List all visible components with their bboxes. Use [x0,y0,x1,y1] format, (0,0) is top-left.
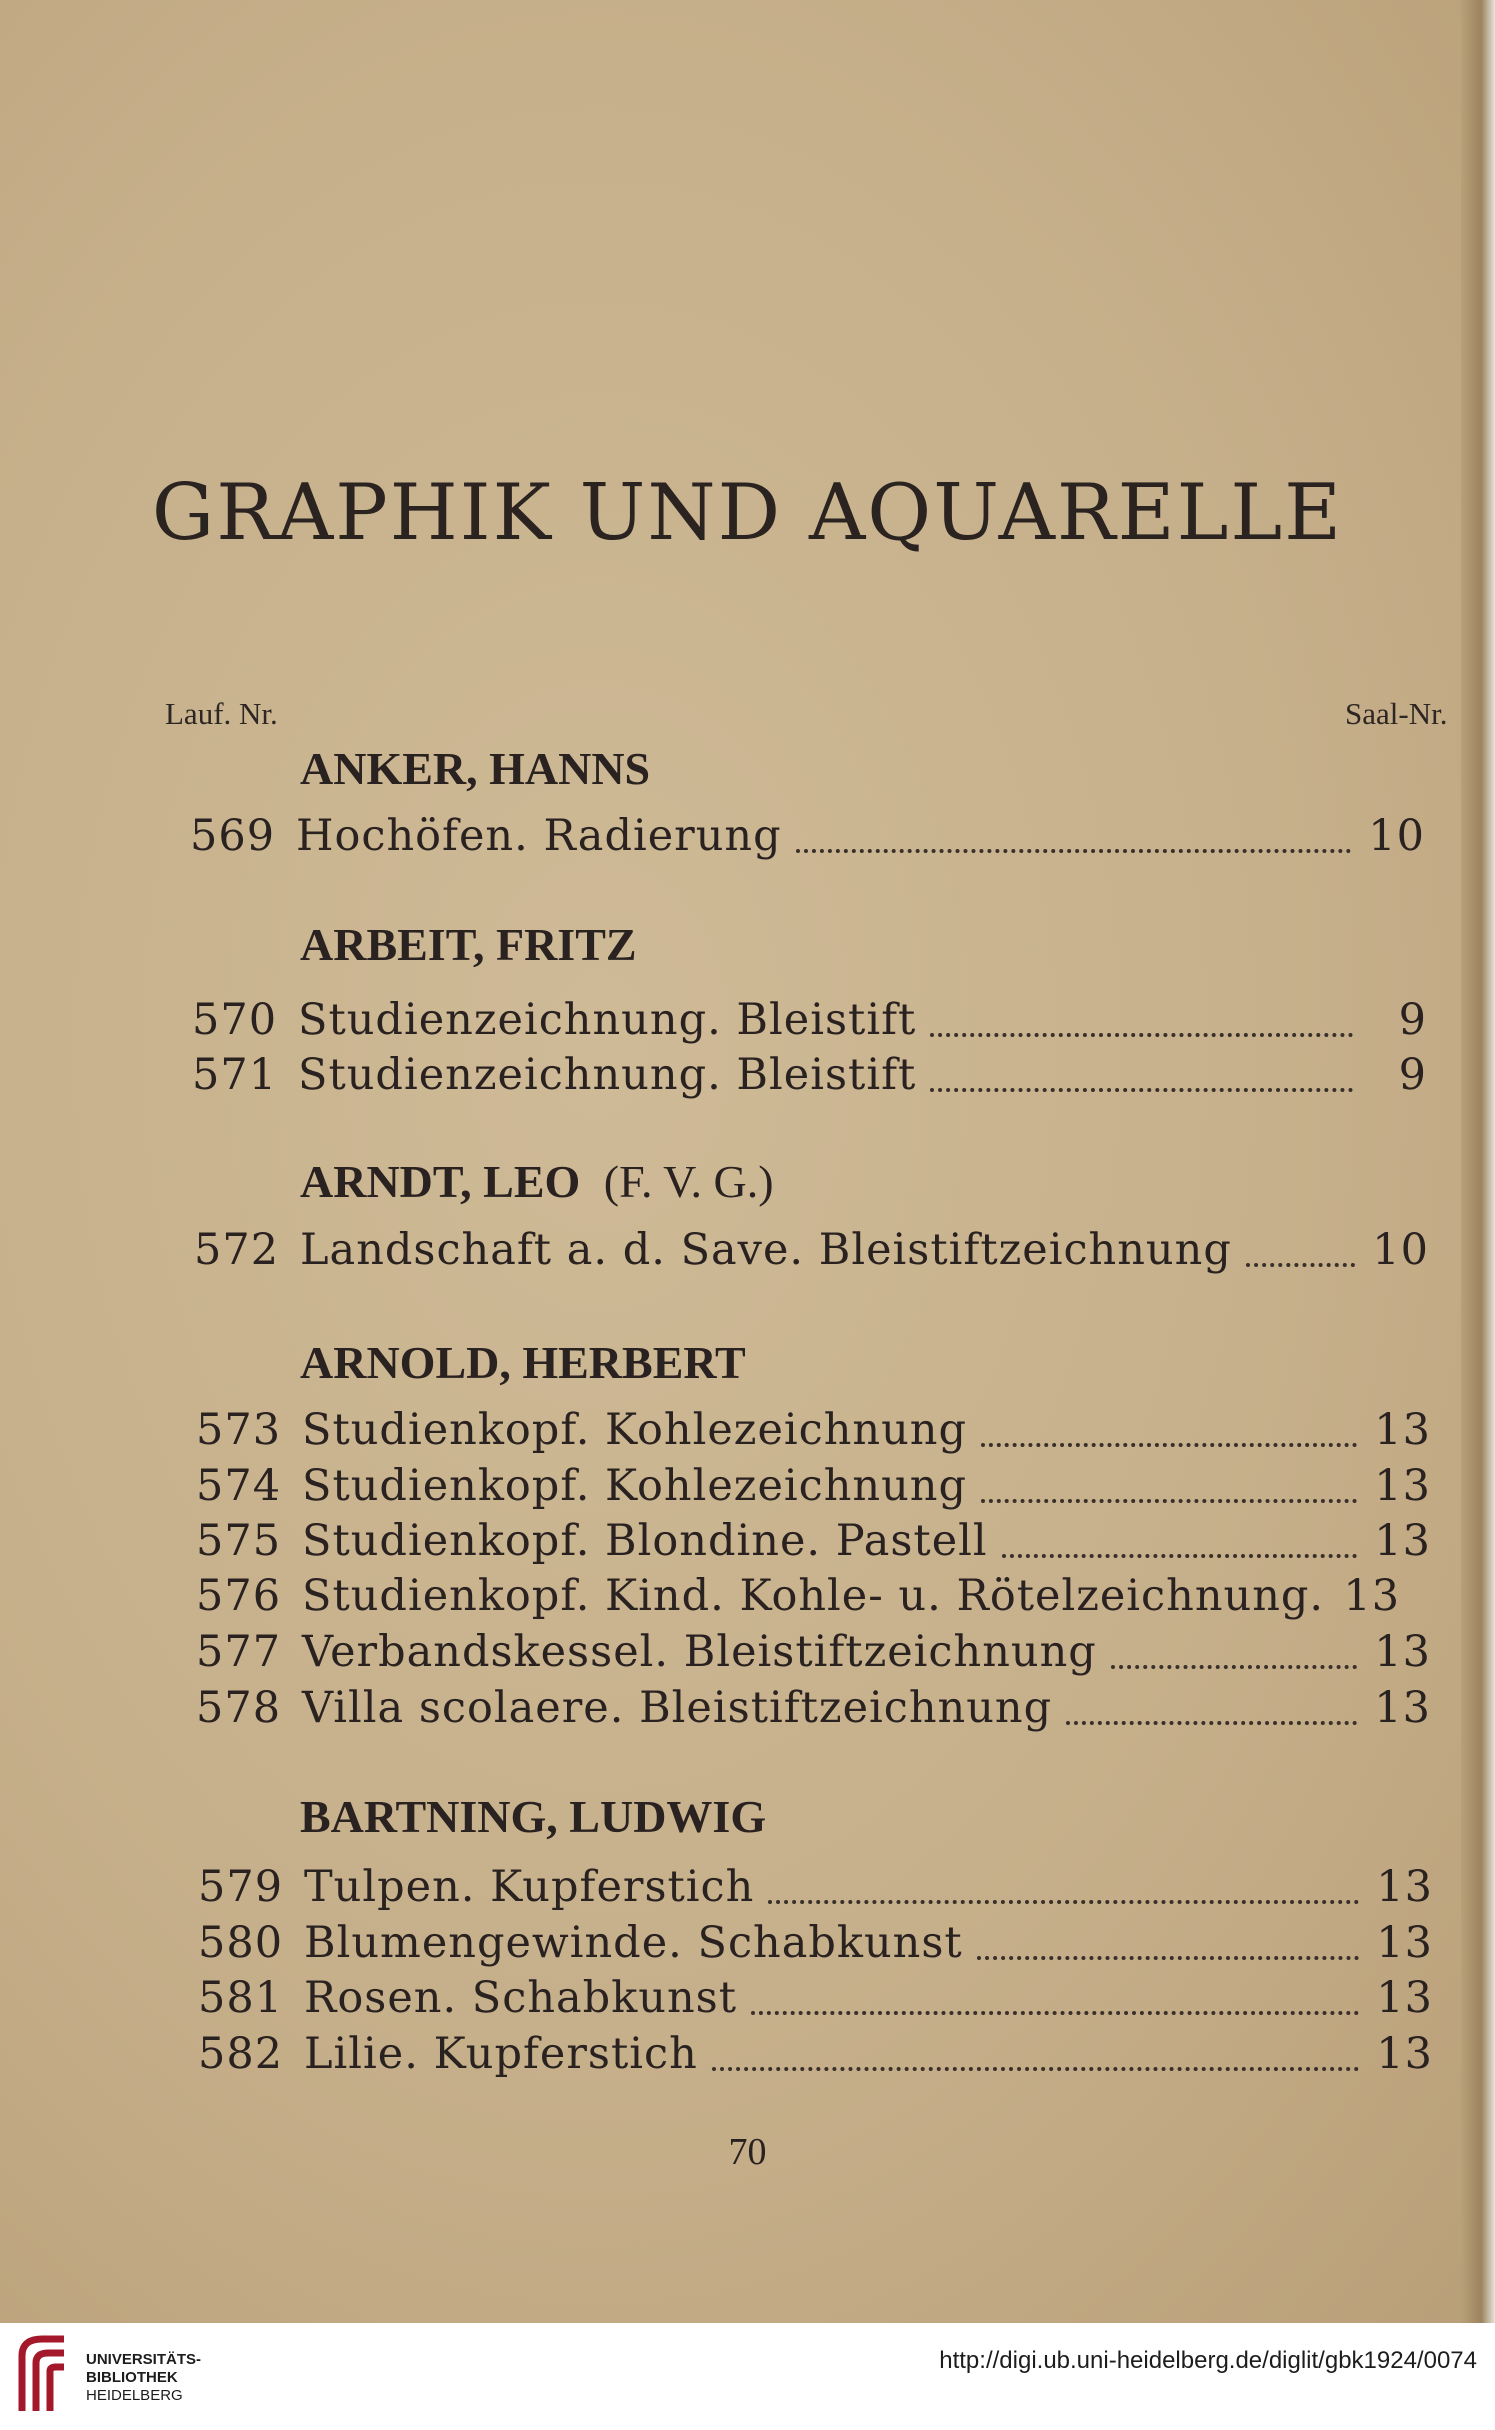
entry-description: Hochöfen. Radierung [296,811,782,861]
entry-room-number: 10 [1368,811,1425,861]
entry-description: Blumengewinde. Schabkunst [304,1918,963,1968]
library-name-line: UNIVERSITÄTS- [86,2351,202,2368]
entry-number: 580 [198,1918,284,1968]
entry-room-number: 10 [1372,1225,1429,1275]
entry-room-number: 9 [1398,995,1427,1045]
entry-description: Studienzeichnung. Bleistift [298,995,917,1045]
entry-room-number: 13 [1374,1461,1431,1511]
catalog-entry [196,1627,1431,1679]
catalog-entry [198,2029,1433,2081]
entry-description: Villa scolaere. Bleistiftzeichnung [302,1683,1053,1733]
catalog-entry [196,1461,1431,1513]
page-edge-shadow [1461,0,1495,2323]
entry-description: Tulpen. Kupferstich [304,1862,755,1912]
entry-description: Studienkopf. Kohlezeichnung [302,1461,968,1511]
dot-leader [712,2067,1359,2071]
dot-leader [930,1033,1353,1037]
catalog-entry [198,1918,1433,1970]
entry-description: Lilie. Kupferstich [304,2029,698,2079]
entry-number: 569 [190,811,276,861]
library-logo-icon [12,2331,78,2421]
entry-description: Landschaft a. d. Save. Bleistiftzeichnung [300,1225,1232,1275]
catalog-entry [192,995,1427,1047]
entry-room-number: 13 [1374,1405,1431,1455]
entry-number: 581 [198,1973,284,2023]
dot-leader [1246,1263,1355,1267]
catalog-entry [198,1862,1433,1914]
artist-heading [300,1155,774,1208]
dot-leader [768,1900,1359,1904]
entry-room-number: 13 [1374,1683,1431,1733]
page-title: GRAPHIK UND AQUARELLE [151,468,1344,558]
entry-number: 572 [194,1225,280,1275]
entry-number: 576 [196,1571,282,1621]
catalog-entry [196,1516,1431,1568]
entry-room-number: 13 [1376,1862,1433,1912]
entry-number: 582 [198,2029,284,2079]
catalog-entry [196,1571,1431,1623]
column-header-saal-nr: Saal-Nr. [1345,696,1448,731]
library-name [86,2351,201,2405]
artist-heading [300,918,637,971]
artist-heading [300,1336,746,1389]
entry-description: Studienkopf. Blondine. Pastell [302,1516,988,1566]
artist-heading [300,1790,766,1843]
source-url-link[interactable]: http://digi.ub.uni-heidelberg.de/diglit/gbk1924/0074 [939,2347,1477,2374]
dot-leader [1111,1665,1357,1669]
entry-room-number: 13 [1343,1571,1401,1621]
artist-heading [300,742,650,795]
entry-description: Studienkopf. Kind. Kohle- u. Rötelzeichnung. [302,1571,1325,1621]
entry-number: 579 [198,1862,284,1912]
entry-description: Verbandskessel. Bleistiftzeichnung [302,1627,1097,1677]
dot-leader [1002,1554,1357,1558]
catalog-entry [190,811,1425,863]
entry-description: Studienkopf. Kohlezeichnung [302,1405,968,1455]
entry-description: Studienzeichnung. Bleistift [298,1050,917,1100]
artist-name: ARNOLD, HERBERT [300,1337,746,1388]
artist-name: BARTNING, LUDWIG [300,1791,767,1842]
entry-room-number: 13 [1376,1918,1433,1968]
catalog-entry [196,1683,1431,1735]
entry-number: 571 [192,1050,278,1100]
library-name-line: HEIDELBERG [86,2387,183,2404]
artist-note: (F. V. G.) [603,1156,774,1207]
digitization-footer [0,2323,1495,2430]
entry-number: 575 [196,1516,282,1566]
page-number: 70 [728,2131,767,2173]
entry-number: 577 [196,1627,282,1677]
entry-room-number: 13 [1376,1973,1433,2023]
column-header-lauf-nr: Lauf. Nr. [165,696,278,731]
catalog-entry [198,1973,1433,2025]
artist-name: ARNDT, LEO [300,1156,581,1207]
library-name-line: BIBLIOTHEK [86,2369,178,2386]
entry-number: 573 [196,1405,282,1455]
dot-leader [981,1443,1357,1447]
dot-leader [751,2011,1359,2015]
artist-name: ANKER, HANNS [300,743,651,794]
catalog-entry [196,1405,1431,1457]
artist-name: ARBEIT, FRITZ [300,919,637,970]
entry-number: 574 [196,1461,282,1511]
dot-leader [981,1499,1357,1503]
dot-leader [796,849,1351,853]
catalog-entry [192,1050,1427,1102]
dot-leader [1066,1721,1357,1725]
dot-leader [930,1088,1353,1092]
entry-number: 570 [192,995,278,1045]
catalog-entry [194,1225,1429,1277]
entry-description: Rosen. Schabkunst [304,1973,737,2023]
entry-room-number: 13 [1376,2029,1433,2079]
entry-room-number: 9 [1398,1050,1427,1100]
entry-number: 578 [196,1683,282,1733]
entry-room-number: 13 [1374,1516,1431,1566]
dot-leader [977,1956,1359,1960]
entry-room-number: 13 [1374,1627,1431,1677]
